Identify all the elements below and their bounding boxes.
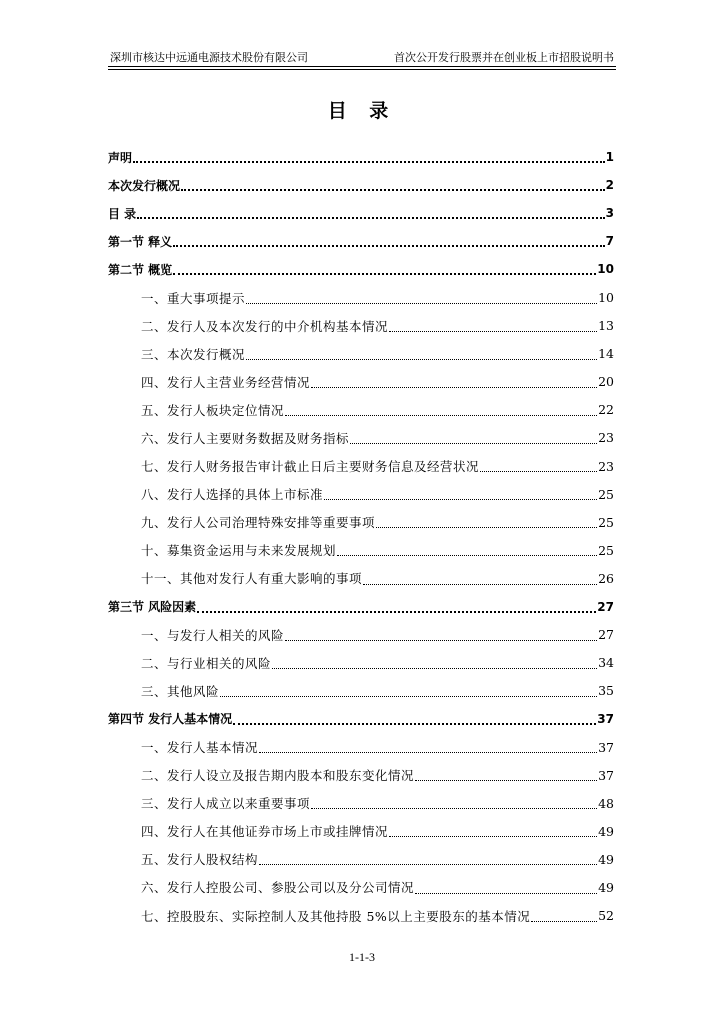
toc-dot-leader [531, 920, 597, 922]
toc-entry-title: 十、募集资金运用与未来发展规划 [141, 543, 337, 559]
page-title: 目 录 [327, 100, 397, 122]
toc-subsection-entry[interactable] [108, 340, 614, 368]
toc-entry-page: 37 [597, 711, 614, 726]
toc-entry-page: 27 [597, 599, 614, 614]
toc-subsection-entry[interactable] [108, 761, 614, 789]
toc-section-entry[interactable] [108, 227, 614, 255]
toc-dot-leader [246, 302, 597, 304]
toc-entry-title: 目 录 [108, 206, 137, 221]
toc-subsection-entry[interactable] [108, 480, 614, 508]
toc-entry-title: 二、发行人及本次发行的中介机构基本情况 [141, 318, 389, 334]
toc-entry-page: 7 [605, 234, 614, 249]
toc-subsection-entry[interactable] [108, 845, 614, 873]
toc-entry-page: 26 [598, 570, 614, 586]
page-header [108, 50, 616, 67]
toc-dot-leader [480, 470, 597, 472]
toc-subsection-entry[interactable] [108, 283, 614, 311]
toc-entry-page: 3 [605, 206, 614, 221]
toc-entry-title: 十一、其他对发行人有重大影响的事项 [141, 571, 363, 587]
toc-subsection-entry[interactable] [108, 621, 614, 649]
toc-entry-title: 五、发行人股权结构 [141, 852, 259, 868]
toc-subsection-entry[interactable] [108, 677, 614, 705]
toc-entry-page: 49 [598, 851, 614, 867]
toc-entry-title: 六、发行人控股公司、参股公司以及分公司情况 [141, 880, 415, 896]
toc-section-entry[interactable] [108, 171, 614, 199]
toc-dot-leader [173, 244, 604, 247]
toc-dot-leader [337, 554, 597, 556]
toc-section-entry[interactable] [108, 705, 614, 733]
toc-entry-title: 三、发行人成立以来重要事项 [141, 796, 311, 812]
toc-entry-page: 25 [598, 514, 614, 530]
toc-dot-leader [272, 667, 597, 669]
toc-entry-title: 第二节 概览 [108, 262, 173, 277]
toc-subsection-entry[interactable] [108, 817, 614, 845]
toc-entry-page: 25 [598, 486, 614, 502]
toc-section-entry[interactable] [108, 199, 614, 227]
toc-subsection-entry[interactable] [108, 789, 614, 817]
toc-entry-page: 27 [598, 627, 614, 643]
toc-dot-leader [415, 779, 597, 781]
toc-subsection-entry[interactable] [108, 564, 614, 592]
toc-entry-page: 25 [598, 542, 614, 558]
toc-subsection-entry[interactable] [108, 536, 614, 564]
toc-entry-page: 14 [598, 346, 614, 362]
toc-dot-leader [173, 272, 596, 275]
toc-subsection-entry[interactable] [108, 649, 614, 677]
toc-dot-leader [311, 807, 597, 809]
toc-entry-page: 49 [598, 823, 614, 839]
toc-dot-leader [285, 639, 597, 641]
toc-subsection-entry[interactable] [108, 312, 614, 340]
toc-entry-title: 第三节 风险因素 [108, 600, 197, 615]
toc-dot-leader [363, 583, 597, 585]
toc-entry-page: 52 [598, 908, 614, 924]
toc-dot-leader [233, 722, 596, 725]
header-company: 深圳市核达中远通电源技术股份有限公司 [110, 51, 308, 64]
toc-subsection-entry[interactable] [108, 873, 614, 901]
toc-entry-title: 四、发行人主营业务经营情况 [141, 374, 311, 390]
toc-entry-page: 10 [597, 262, 614, 277]
toc-dot-leader [389, 835, 597, 837]
toc-entry-title: 第一节 释义 [108, 234, 173, 249]
toc-section-entry[interactable] [108, 143, 614, 171]
toc-dot-leader [389, 330, 597, 332]
toc-dot-leader [220, 695, 597, 697]
toc-entry-title: 一、重大事项提示 [141, 290, 246, 306]
toc-subsection-entry[interactable] [108, 452, 614, 480]
toc-dot-leader [324, 498, 597, 500]
toc-entry-page: 2 [605, 178, 614, 193]
toc-dot-leader [246, 358, 597, 360]
toc-entry-page: 37 [598, 767, 614, 783]
toc-entry-title: 二、发行人设立及报告期内股本和股东变化情况 [141, 768, 415, 784]
toc-entry-page: 22 [598, 402, 614, 418]
toc-dot-leader [137, 216, 604, 219]
toc-entry-title: 三、本次发行概况 [141, 346, 246, 362]
toc-entry-title: 声明 [108, 150, 133, 165]
header-rule [108, 69, 616, 70]
toc-entry-title: 一、与发行人相关的风险 [141, 627, 285, 643]
toc-entry-page: 23 [598, 458, 614, 474]
toc-entry-title: 七、发行人财务报告审计截止日后主要财务信息及经营状况 [141, 459, 480, 475]
toc-entry-page: 37 [598, 739, 614, 755]
header-document-title: 首次公开发行股票并在创业板上市招股说明书 [394, 51, 614, 64]
toc-section-entry[interactable] [108, 593, 614, 621]
toc-dot-leader [415, 892, 597, 894]
toc-entry-page: 20 [598, 374, 614, 390]
toc-dot-leader [197, 610, 596, 613]
toc-dot-leader [259, 863, 597, 865]
toc-dot-leader [133, 160, 605, 163]
toc-entry-title: 九、发行人公司治理特殊安排等重要事项 [141, 515, 376, 531]
toc-entry-page: 35 [598, 683, 614, 699]
toc-subsection-entry[interactable] [108, 902, 614, 930]
toc-entry-title: 六、发行人主要财务数据及财务指标 [141, 430, 350, 446]
toc-entry-title: 三、其他风险 [141, 683, 220, 699]
toc-entry-page: 13 [598, 318, 614, 334]
toc-entry-title: 本次发行概况 [108, 178, 181, 193]
toc-entry-title: 第四节 发行人基本情况 [108, 712, 233, 727]
toc-dot-leader [350, 442, 597, 444]
toc-entry-title: 七、控股股东、实际控制人及其他持股 5%以上主要股东的基本情况 [141, 908, 531, 924]
toc-entry-title: 二、与行业相关的风险 [141, 655, 272, 671]
toc-section-entry[interactable] [108, 255, 614, 283]
toc-entry-page: 34 [598, 655, 614, 671]
toc-subsection-entry[interactable] [108, 733, 614, 761]
toc-dot-leader [259, 751, 597, 753]
toc-dot-leader [376, 526, 597, 528]
toc-entry-title: 八、发行人选择的具体上市标准 [141, 487, 324, 503]
page-number: 1-1-3 [349, 950, 375, 964]
toc-entry-title: 四、发行人在其他证券市场上市或挂牌情况 [141, 824, 389, 840]
toc-subsection-entry[interactable] [108, 424, 614, 452]
table-of-contents [108, 143, 614, 930]
toc-entry-page: 48 [598, 795, 614, 811]
toc-entry-title: 五、发行人板块定位情况 [141, 402, 285, 418]
toc-subsection-entry[interactable] [108, 508, 614, 536]
toc-subsection-entry[interactable] [108, 396, 614, 424]
toc-dot-leader [181, 188, 605, 191]
toc-subsection-entry[interactable] [108, 368, 614, 396]
toc-dot-leader [311, 386, 597, 388]
toc-entry-page: 10 [598, 290, 614, 306]
toc-entry-page: 1 [605, 150, 614, 165]
toc-entry-page: 23 [598, 430, 614, 446]
toc-entry-title: 一、发行人基本情况 [141, 740, 259, 756]
toc-dot-leader [285, 414, 597, 416]
toc-entry-page: 49 [598, 879, 614, 895]
